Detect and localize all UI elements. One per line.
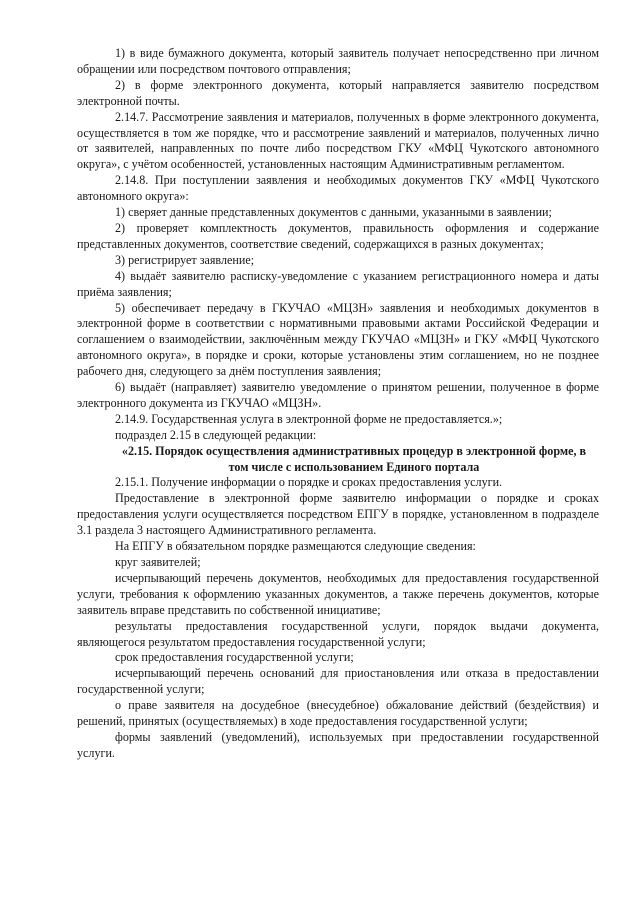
paragraph: о праве заявителя на досудебное (внесудебное) обжалование действий (бездействия) и решений, принятых (осуществляемых) в ходе предоставления государственной услуги; [77, 698, 599, 729]
paragraph: 6) выдаёт (направляет) заявителю уведомление о принятом решении, полученное в форме электронного документа из ГКУЧАО «МЦЗН». [77, 380, 599, 410]
paragraph: 4) выдаёт заявителю расписку-уведомление с указанием регистрационного номера и даты приёма заявления; [77, 268, 599, 299]
paragraph: срок предоставления государственной услуги; [115, 650, 354, 665]
paragraph: результаты предоставления государственной услуги, порядок выдачи документа, являющегося результатом предоставления государственной услуги; [77, 618, 599, 649]
paragraph: исчерпывающий перечень оснований для приостановления или отказа в предоставлении государственной услуги; [77, 666, 599, 697]
paragraph: подраздел 2.15 в следующей редакции: [115, 427, 317, 442]
paragraph: 2.14.8. При поступлении заявления и необходимых документов ГКУ «МФЦ Чукотского автономного округа»: [77, 173, 599, 204]
section-heading: «2.15. Порядок осуществления административных процедур в электронной форме, в том числе с использованием Единого портала [121, 443, 587, 474]
paragraph: 2) проверяет комплектность документов, правильность оформления и содержание представленных документов, соответствие сведений, содержащихся в разных документах; [77, 220, 599, 251]
paragraph: 2) в форме электронного документа, который направляется заявителю посредством электронной почты. [77, 77, 599, 108]
paragraph: 1) сверяет данные представленных документов с данными, указанными в заявлении; [115, 205, 552, 220]
paragraph: 2.15.1. Получение информации о порядке и сроках предоставления услуги. [115, 475, 503, 490]
paragraph: 2.14.9. Государственная услуга в электронной форме не предоставляется.»; [115, 411, 503, 426]
paragraph: 2.14.7. Рассмотрение заявления и материалов, полученных в форме электронного документа, осуществляется в том же порядке, что и рассмотрение заявлений и материалов, полученных лично от заявителей, направленных по почте либо посредством ГКУ «МФЦ Чукотского автономного округа», с учётом особенностей, установленных настоящим Административным регламентом. [77, 109, 599, 172]
paragraph: исчерпывающий перечень документов, необходимых для предоставления государственной услуги, требования к оформлению указанных документов, а также перечень документов, которые заявитель вправе представить по собственной инициативе; [77, 570, 599, 617]
paragraph: круг заявителей; [115, 555, 201, 569]
paragraph: 1) в виде бумажного документа, который заявитель получает непосредственно при личном обращении или посредством почтового отправления; [77, 46, 599, 76]
paragraph: Предоставление в электронной форме заявителю информации о порядке и сроках предоставления услуги осуществляется посредством ЕПГУ в порядке, установленном в подразделе 3.1 раздела 3 настоящего Административного регламента. [77, 491, 599, 538]
paragraph: формы заявлений (уведомлений), используемых при предоставлении государственной услуги. [77, 729, 599, 760]
paragraph: На ЕПГУ в обязательном порядке размещаются следующие сведения: [115, 539, 476, 554]
paragraph: 3) регистрирует заявление; [115, 252, 255, 267]
paragraph: 5) обеспечивает передачу в ГКУЧАО «МЦЗН» заявления и необходимых документов в электронной форме в соответствии с нормативными правовыми актами Российской Федерации и соглашением о взаимодействии, заключённым между ГКУЧАО «МЦЗН» и ГКУ «МФЦ Чукотского автономного округа», в порядке и сроки, которые установлены этим соглашением, но не позднее рабочего дня, следующего за днём поступления заявления; [77, 300, 599, 379]
document-page [77, 46, 599, 762]
